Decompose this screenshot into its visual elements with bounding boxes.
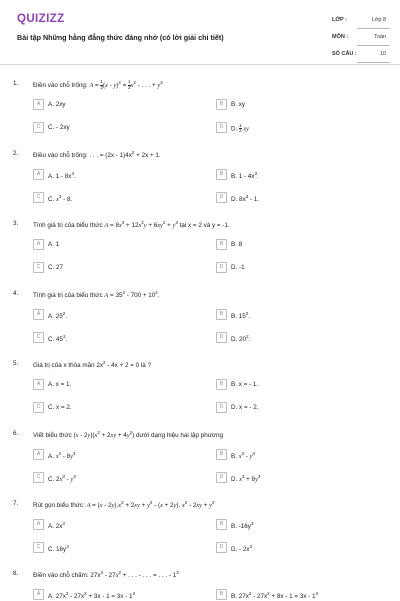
meta-grade-label: LỚP : [332, 17, 347, 23]
answer-option-a[interactable] [33, 519, 203, 531]
meta-subject [332, 31, 390, 48]
option-key-box: C [33, 332, 44, 343]
answer-option-c[interactable] [33, 332, 203, 344]
option-label: B. [231, 452, 237, 460]
header-divider [0, 64, 400, 65]
option-label: A. 27x [48, 592, 66, 600]
option-key-box: C [33, 402, 44, 413]
option-text: D. -1 [231, 263, 245, 271]
question-prefix: Tính giá trị của biểu thức [33, 222, 103, 230]
option-text: C. $x^3 - 8$. [48, 193, 73, 203]
answer-option-c[interactable] [33, 262, 203, 274]
answer-option-c[interactable] [33, 472, 203, 484]
answer-option-d[interactable] [216, 122, 386, 134]
answer-option-b[interactable] [216, 309, 386, 321]
option-label: D. 20 [231, 335, 247, 343]
option-key-box: A [33, 169, 44, 180]
option-text: C. $2x^3 - y^3$ [48, 473, 76, 483]
question-number: 8. [13, 570, 19, 577]
option-key-box: D [216, 472, 227, 483]
option-label: C. [48, 195, 55, 203]
meta-grade-value: Lớp 8 [371, 17, 386, 23]
question-5 [0, 360, 400, 430]
option-key-box: C [33, 122, 44, 133]
option-label: B. -16y [231, 522, 251, 530]
question-3 [0, 220, 400, 290]
option-text: A. $25^2$. [48, 310, 67, 320]
option-text: A. $1 - 8x^3$. [48, 170, 76, 180]
worksheet-title: Bài tập Những hằng đẳng thức đáng nhớ (có lời giải chi tiết) [17, 33, 224, 42]
option-text: C. 27 [48, 263, 64, 271]
option-key-box: B [216, 169, 227, 180]
question-number: 7. [13, 500, 19, 507]
option-text: C. x = 2. [48, 403, 72, 411]
option-text: D. x = - 2. [231, 403, 259, 411]
option-label: D. - 2x [231, 545, 250, 553]
option-text: D. $x^3 + 8y^3$ [231, 473, 261, 483]
answer-option-a[interactable] [33, 379, 203, 391]
question-prefix: Viết biểu thức [33, 432, 72, 440]
question-suffix: tại x = 2 và y = -1. [177, 222, 230, 230]
answer-option-b[interactable] [216, 449, 386, 461]
option-key-box: A [33, 309, 44, 320]
option-label: C. 16y [48, 545, 67, 553]
question-number: 5. [13, 360, 19, 367]
option-text: C. - 2xy [48, 123, 70, 131]
question-suffix: dưới dạng hiệu hai lập phương [134, 432, 224, 440]
answer-option-b[interactable] [216, 99, 386, 111]
option-label: D. [231, 475, 238, 483]
option-label: A. [48, 452, 54, 460]
answer-option-a[interactable] [33, 169, 203, 181]
quizizz-logo: QUIZIZZ [17, 13, 65, 25]
answer-option-a[interactable] [33, 449, 203, 461]
option-label: D. [231, 125, 238, 133]
question-text: Điều vào chỗ trống: . . . = $(2x - 1)4x^2 + 2x + 1$. [33, 150, 161, 160]
question-prefix: Giá trị của x thỏa mãn 2x [33, 362, 103, 370]
question-prefix: Rút gọn biểu thức: [33, 502, 85, 510]
option-label: B. 15 [231, 312, 246, 320]
answer-option-d[interactable] [216, 262, 386, 274]
option-label: A. 25 [48, 312, 63, 320]
option-text: D. $8x^3 - 1$. [231, 193, 260, 203]
option-key-box: D [216, 262, 227, 273]
answer-option-c[interactable] [33, 402, 203, 414]
answer-option-a[interactable] [33, 239, 203, 251]
option-label: D. 8x [231, 195, 246, 203]
option-key-box: C [33, 542, 44, 553]
meta-count-label: SỐ CÂU : [332, 51, 357, 57]
answer-option-d[interactable] [216, 402, 386, 414]
question-text: Điền vào chỗ trống: A = $\frac{1}{2}$ (x - y)$^2$ = $\frac{1}{2}$ $x^2$ - . . . + $y^2$ [33, 79, 163, 90]
option-text: B. xy [231, 100, 245, 108]
answer-option-d[interactable] [216, 542, 386, 554]
option-key-box: B [216, 589, 227, 600]
question-7 [0, 500, 400, 570]
answer-option-a[interactable] [33, 589, 203, 601]
option-text: B. 8 [231, 240, 243, 248]
question-8 [0, 570, 400, 600]
worksheet-meta [332, 14, 390, 65]
option-key-box: D [216, 332, 227, 343]
answer-option-d[interactable] [216, 332, 386, 344]
question-1 [0, 80, 400, 150]
answer-option-c[interactable] [33, 542, 203, 554]
question-number: 3. [13, 220, 19, 227]
question-prefix: Tính giá trị của biểu thức [33, 292, 103, 300]
option-key-box: B [216, 99, 227, 110]
option-text: D. - $2x^3$ [231, 543, 253, 553]
option-label: A. 2x [48, 522, 63, 530]
option-label: B. 27x [231, 592, 249, 600]
option-key-box: D [216, 192, 227, 203]
option-text: D. $20^2$. [231, 333, 251, 343]
meta-count [332, 48, 390, 65]
option-text: B. x = - 1. [231, 380, 259, 388]
question-suffix: - 4x + 2 = 0 là ? [105, 362, 152, 370]
meta-subject-value: Toán [374, 34, 386, 40]
meta-divider [357, 62, 390, 63]
option-key-box: D [216, 542, 227, 553]
option-key-box: B [216, 449, 227, 460]
option-text: D. $\frac{1}{2}$ xy [231, 122, 249, 133]
option-text: A. $2x^3$ [48, 520, 65, 530]
option-label: C. 45 [48, 335, 64, 343]
option-label: A. 1 - 8x [48, 172, 72, 180]
option-key-box: D [216, 122, 227, 133]
answer-option-b[interactable] [216, 519, 386, 531]
option-text: B. $x^3 - y^3$ [231, 450, 255, 460]
option-text: B. $1 - 4x^3$. [231, 170, 259, 180]
question-text: Giá trị của x thỏa mãn $2x^2 - 4x + 2 = 0$ là ? [33, 360, 152, 370]
option-key-box: A [33, 239, 44, 250]
question-prefix: Điều vào chỗ trống: . . . = (2x - 1)4x [33, 152, 132, 160]
answer-option-b[interactable] [216, 239, 386, 251]
option-text: A. 2xy [48, 100, 66, 108]
question-text: Viết biểu thức $(x - 2y)(x^2 + 2xy + 4y^2)$ dưới dạng hiệu hai lập phương [33, 430, 224, 440]
option-text: A. $x^3 - 8y^3$ [48, 450, 76, 460]
question-number: 2. [13, 150, 19, 157]
option-text: A. $27x^3 - 27x^2 + 3x - 1 = 3x - 1^3$ [48, 590, 136, 600]
question-text: Điền vào chỗ chấm: $27x^3 - 27x^2$ + . . . - . . . = . . . - $1^3$ [33, 570, 179, 580]
option-key-box: A [33, 519, 44, 530]
option-key-box: C [33, 262, 44, 273]
question-prefix: Điền vào chỗ chấm: 27x [33, 572, 101, 580]
question-text: Tính giá trị của biểu thức $A = 8x^3 + 12x^2y + 6xy^2 + y^3$ tại x = 2 và y = -1. [33, 220, 230, 230]
option-key-box: B [216, 309, 227, 320]
answer-option-b[interactable] [216, 169, 386, 181]
question-number: 6. [13, 430, 19, 437]
option-key-box: A [33, 379, 44, 390]
answer-option-a[interactable] [33, 309, 203, 321]
option-key-box: D [216, 402, 227, 413]
meta-count-value: 10 [379, 51, 386, 57]
meta-divider [357, 45, 390, 46]
option-key-box: A [33, 449, 44, 460]
option-text: B. $27x^3 - 27x^2 + 8x - 1 = 3x - 1^3$ [231, 590, 319, 600]
question-number: 4. [13, 290, 19, 297]
question-text: Tính giá trị của biểu thức $A = 35^2 - 700 + 10^2$. [33, 290, 160, 300]
option-text: B. $-16y^3$ [231, 520, 254, 530]
option-key-box: C [33, 192, 44, 203]
option-text: A. 1 [48, 240, 60, 248]
question-suffix: + 2x + 1. [134, 152, 161, 160]
question-text: Rút gọn biểu thức: $A = (x - 2y).x^2 + 2xy + y^2 - (x + 2y)$. $x^2 - 2xy + y^2$ [33, 500, 215, 510]
option-text: C. $16y^3$ [48, 543, 69, 553]
question-4 [0, 290, 400, 360]
meta-subject-label: MÔN : [332, 34, 349, 40]
option-text: C. $45^2$. [48, 333, 68, 343]
option-key-box: B [216, 239, 227, 250]
answer-option-c[interactable] [33, 192, 203, 204]
question-number: 1. [13, 80, 19, 87]
answer-option-a[interactable] [33, 99, 203, 111]
option-key-box: A [33, 589, 44, 600]
option-key-box: B [216, 519, 227, 530]
answer-option-d[interactable] [216, 192, 386, 204]
meta-grade [332, 14, 390, 31]
worksheet-header [0, 0, 400, 70]
answer-option-c[interactable] [33, 122, 203, 134]
question-2 [0, 150, 400, 220]
option-label: C. [48, 475, 55, 483]
option-text: B. $15^2$. [231, 310, 250, 320]
option-key-box: B [216, 379, 227, 390]
answer-option-b[interactable] [216, 589, 386, 601]
answer-option-d[interactable] [216, 472, 386, 484]
question-prefix: Điền vào chỗ trống: [33, 82, 88, 90]
option-key-box: C [33, 472, 44, 483]
answer-option-b[interactable] [216, 379, 386, 391]
option-key-box: A [33, 99, 44, 110]
option-text: A. x = 1. [48, 380, 72, 388]
meta-divider [357, 28, 390, 29]
option-label: B. 1 - 4x [231, 172, 255, 180]
question-6 [0, 430, 400, 500]
